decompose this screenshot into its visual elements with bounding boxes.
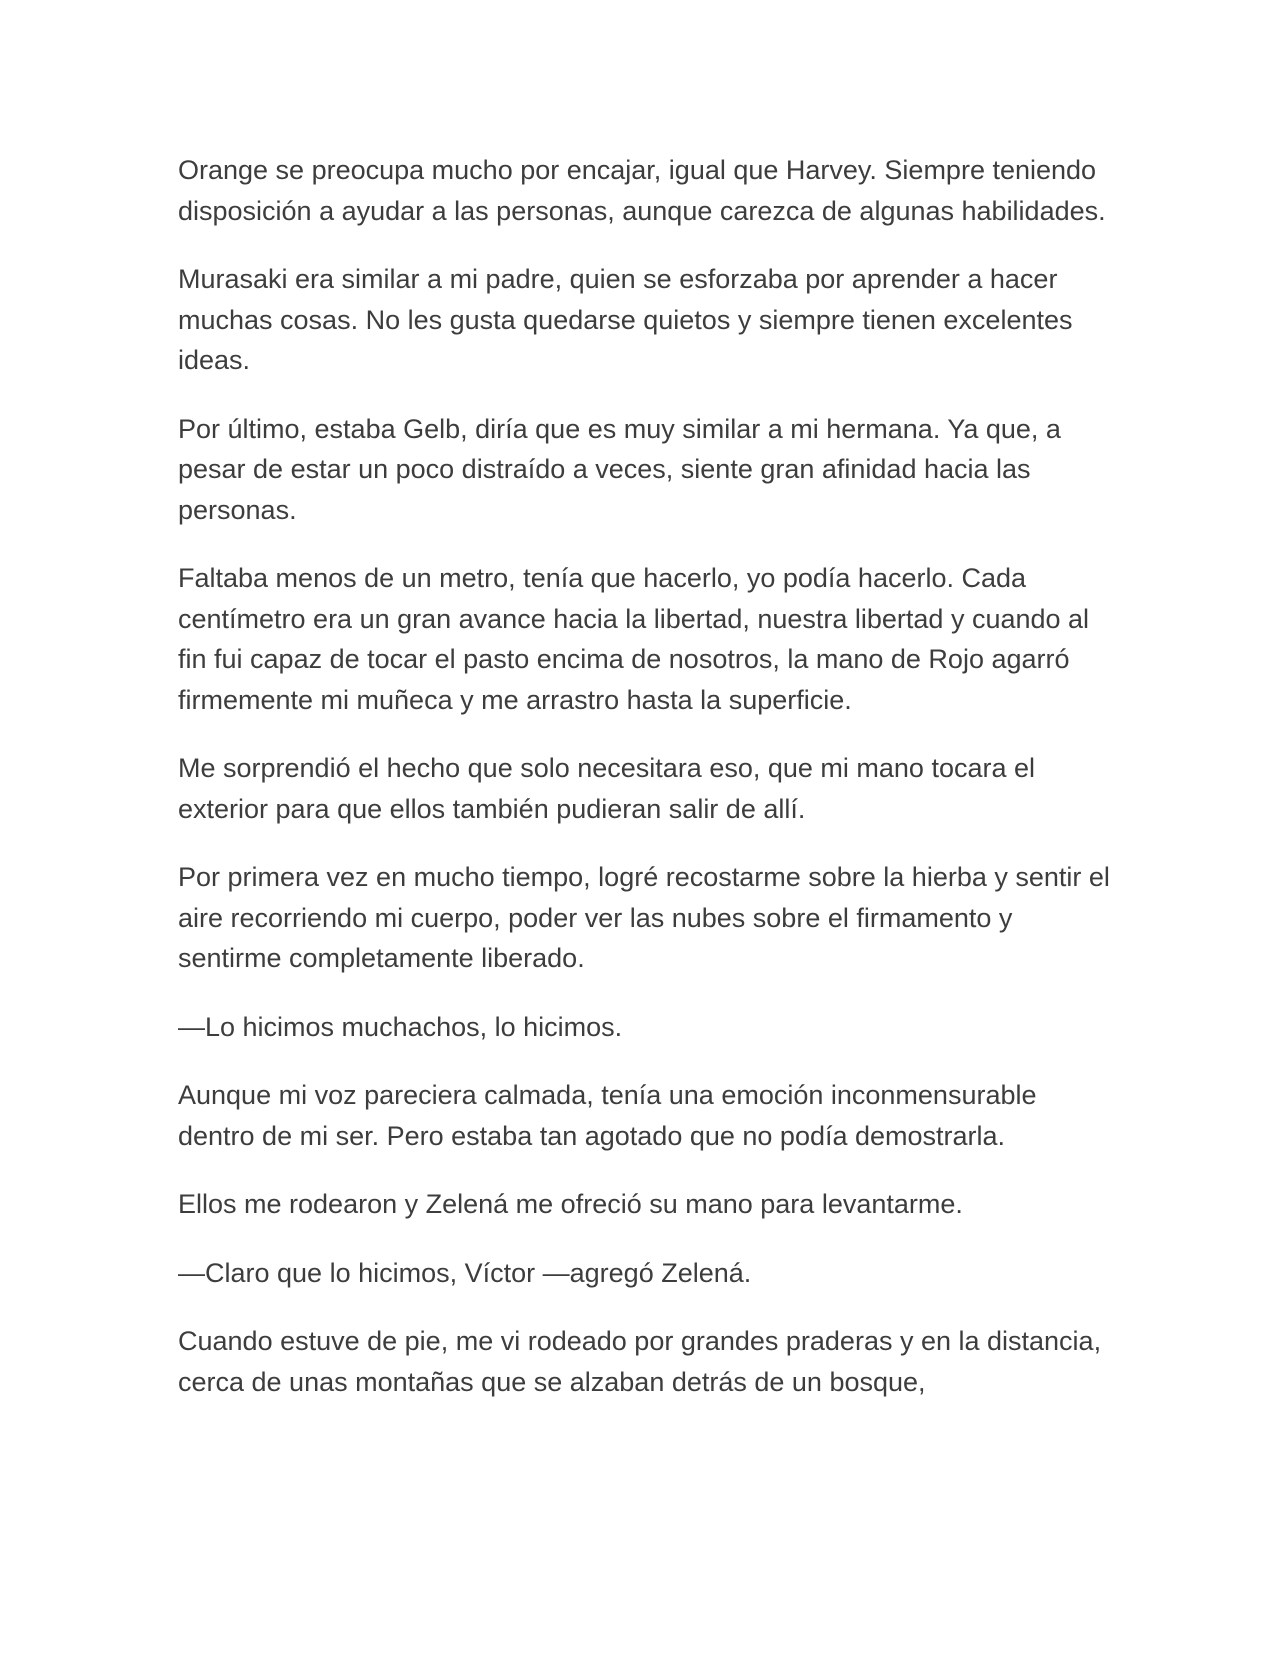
document-body xyxy=(178,150,1118,1430)
paragraph-7: —Lo hicimos muchachos, lo hicimos. xyxy=(178,1011,623,1042)
paragraph-10: —Claro que lo hicimos, Víctor —agregó Zelená. xyxy=(178,1257,752,1288)
paragraph-5: Me sorprendió el hecho que solo necesitara eso, que mi mano tocara el exterior para que ellos también pudieran salir de allí. xyxy=(178,753,1035,824)
paragraph-8: Aunque mi voz pareciera calmada, tenía una emoción inconmensurable dentro de mi ser. Pero estaba tan agotado que no podía demostrarla. xyxy=(178,1080,1037,1151)
paragraph-9: Ellos me rodearon y Zelená me ofreció su mano para levantarme. xyxy=(178,1189,963,1219)
paragraph-11: Cuando estuve de pie, me vi rodeado por grandes praderas y en la distancia, cerca de unas montañas que se alzaban detrás de un bosque, xyxy=(178,1326,1102,1397)
paragraph-6: Por primera vez en mucho tiempo, logré recostarme sobre la hierba y sentir el aire recorriendo mi cuerpo, poder ver las nubes sobre el firmamento y sentirme completamente liberado. xyxy=(178,862,1110,973)
paragraph-1: Orange se preocupa mucho por encajar, igual que Harvey. Siempre teniendo disposición a ayudar a las personas, aunque carezca de algunas habilidades. xyxy=(178,155,1106,226)
paragraph-2: Murasaki era similar a mi padre, quien se esforzaba por aprender a hacer muchas cosas. No les gusta quedarse quietos y siempre tienen excelentes ideas. xyxy=(178,264,1073,375)
paragraph-4: Faltaba menos de un metro, tenía que hacerlo, yo podía hacerlo. Cada centímetro era un gran avance hacia la libertad, nuestra libertad y cuando al fin fui capaz de tocar el pasto encima de nosotros, la mano de Rojo agarró firmemente mi muñeca y me arrastro hasta la superficie. xyxy=(178,563,1090,715)
paragraph-3: Por último, estaba Gelb, diría que es muy similar a mi hermana. Ya que, a pesar de estar un poco distraído a veces, siente gran afinidad hacia las personas. xyxy=(178,413,1061,525)
